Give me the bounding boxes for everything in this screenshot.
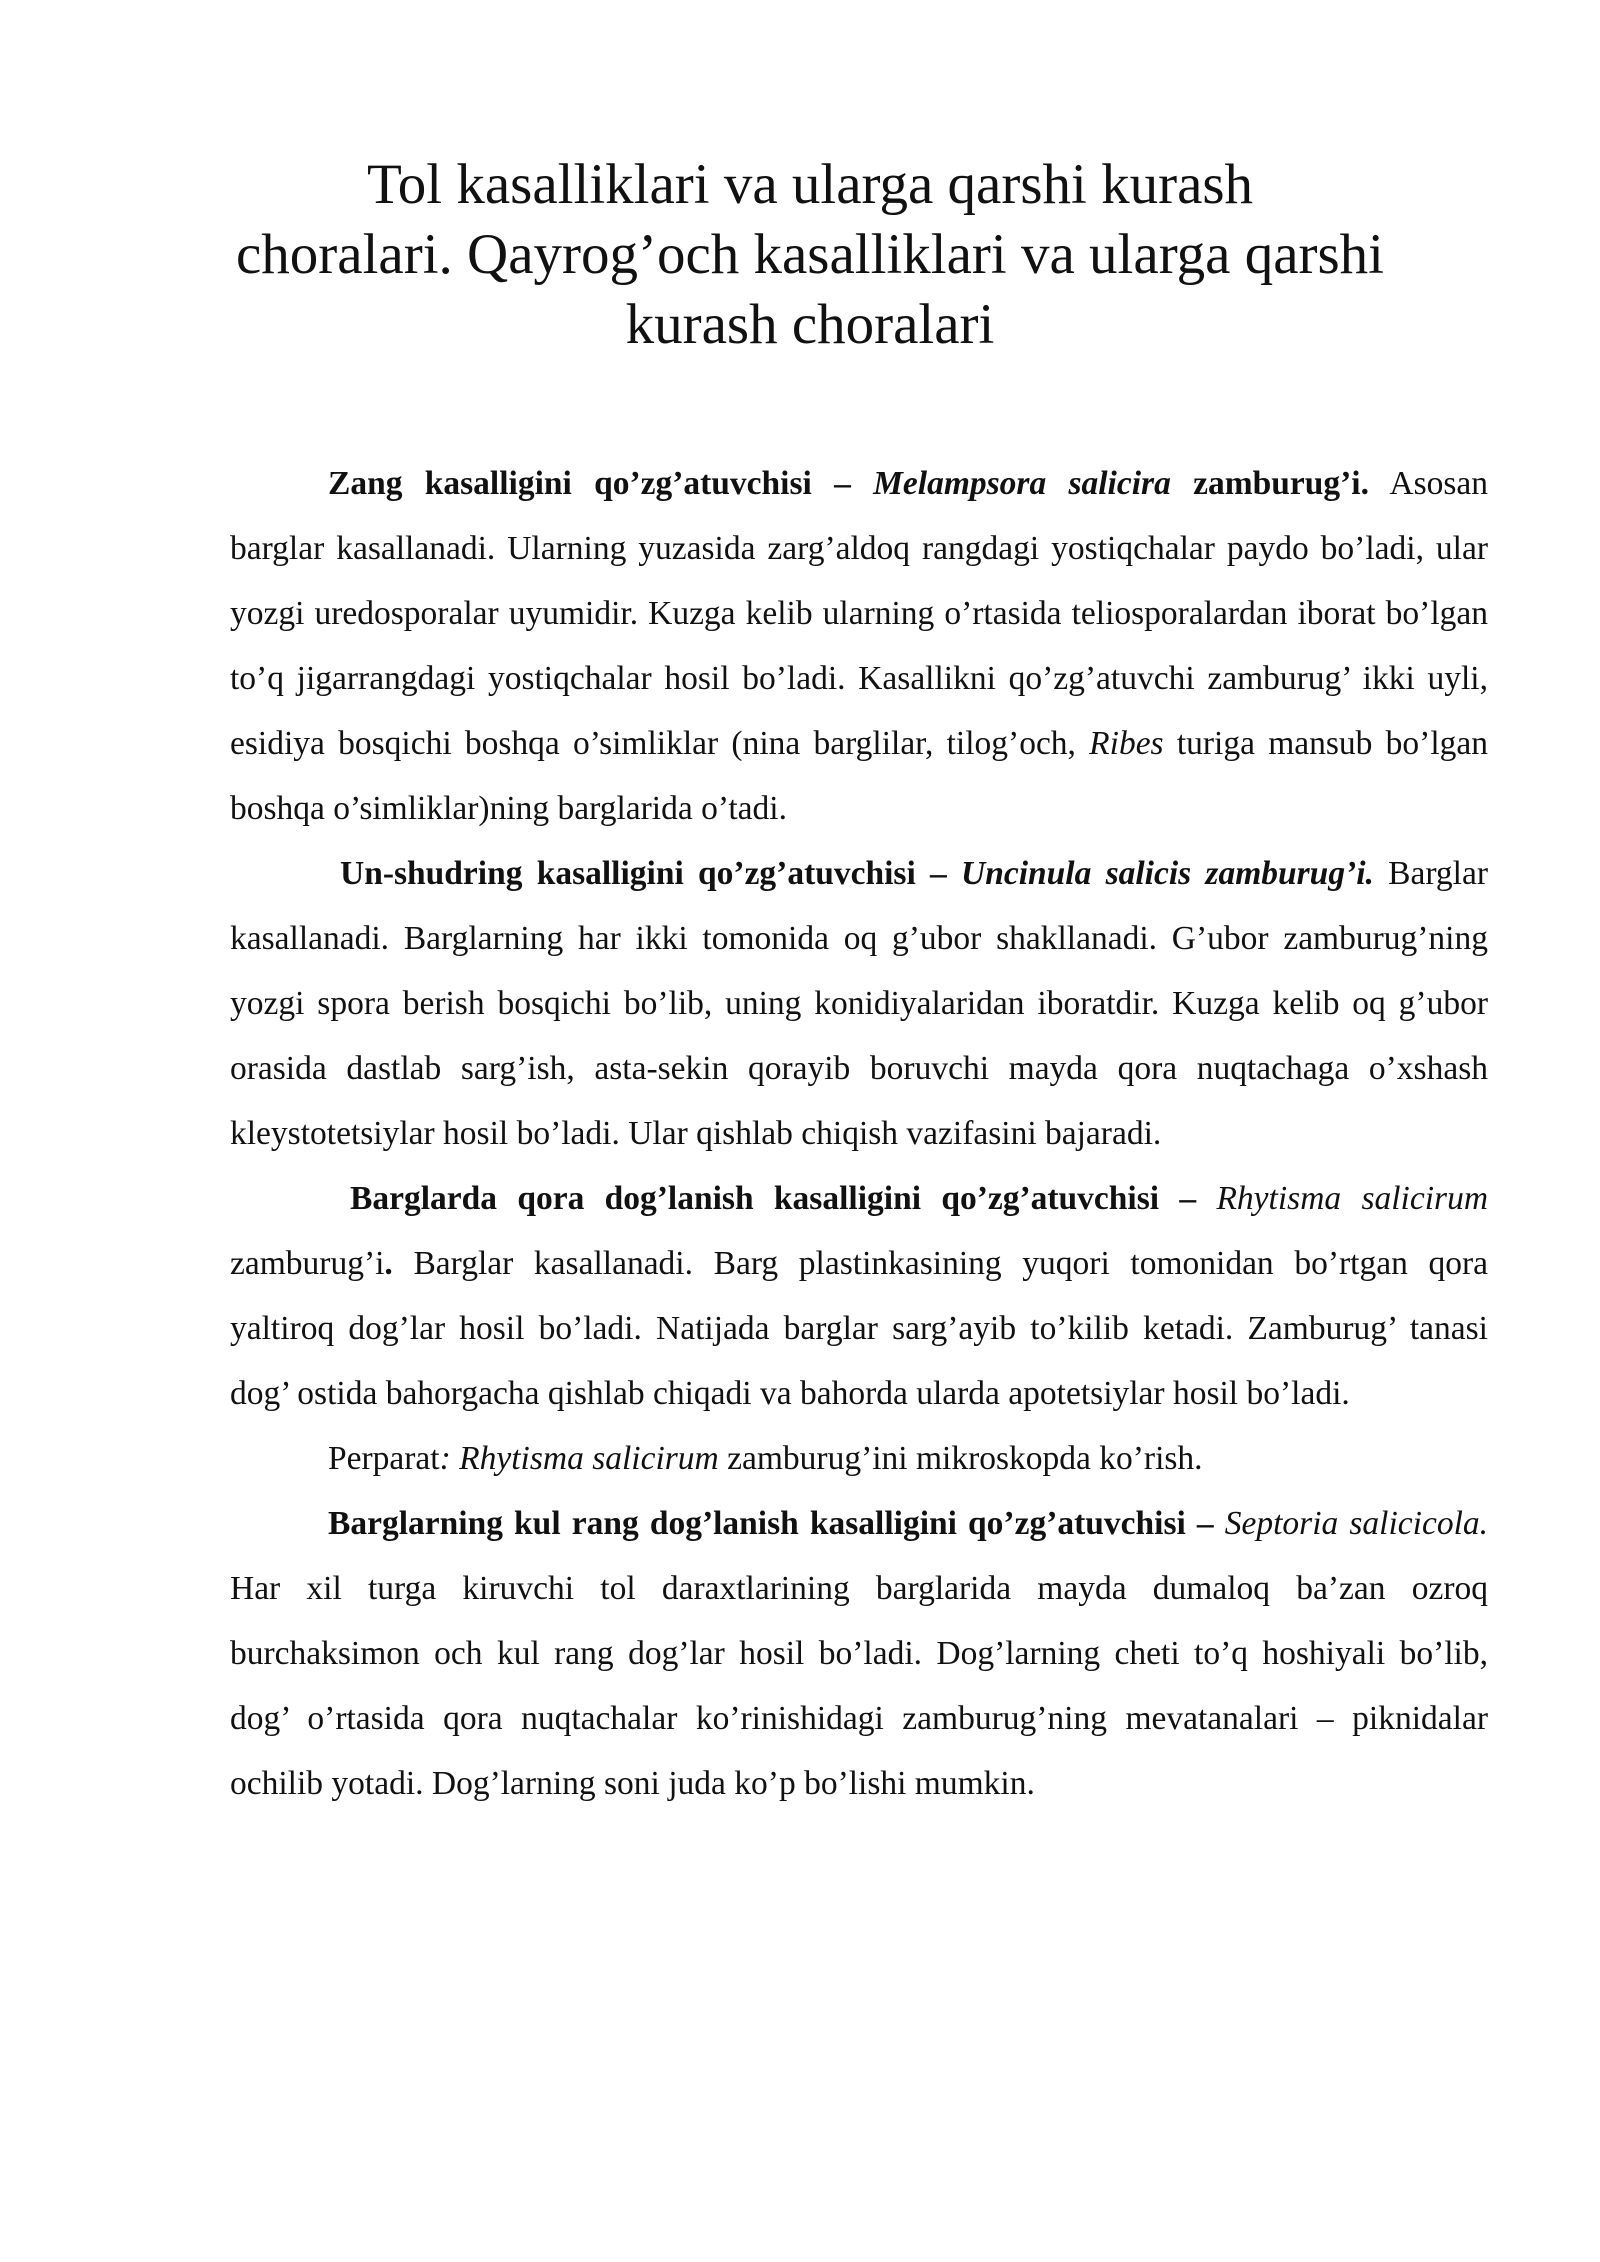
rust-heading-tail: zamburug’i. [1170,465,1369,502]
document-title [230,150,1390,360]
title-line-2: choralari. Qayrog’och kasalliklari va ularga qarshi [236,223,1384,286]
preparation-label: Perparat [328,1440,440,1477]
rust-text-b: turiga mansub bo’lgan boshqa o’simliklar)ning barglarida o’tadi. [230,725,1488,827]
paragraph-powdery-mildew [230,841,1488,1166]
black-spot-text-b: Barglar kasallanadi. Barg plastinkasining yuqori tomonidan bo’rtgan qora yaltiroq dog’lar hosil bo’ladi. Natijada barglar sarg’ayib to’kilib ketadi. Zamburug’ tanasi dog’ ostida bahorgacha qishlab chiqadi va bahorda ularda apotetsiylar hosil bo’ladi. [230,1245,1488,1412]
grey-spot-text: Har xil turga kiruvchi tol daraxtlarining barglarida mayda dumaloq ba’zan ozroq burchaksimon och kul rang dog’lar hosil bo’ladi. Dog’larning cheti to’q hoshiyali bo’lib, dog’ o’rtasida qora nuqtachalar ko’rinishidagi zamburug’ning mevatanalari – piknidalar ochilib yotadi. Dog’larning soni juda ko’p bo’lishi mumkin. [230,1570,1488,1802]
black-spot-period: . [384,1245,393,1282]
document-body [230,451,1488,1816]
rust-heading: Zang kasalligini qo’zg’atuvchisi – [328,465,851,502]
rust-species-name: Melampsora salicira [873,465,1171,502]
grey-spot-heading: Barglarning kul rang dog’lanish kasalligini qo’zg’atuvchisi – [328,1505,1214,1542]
paragraph-grey-spot [230,1491,1488,1816]
preparation-text: zamburug’ini mikroskopda ko’rish. [718,1440,1203,1477]
mildew-species-name: Uncinula salicis zamburug’i. [961,855,1374,892]
paragraph-rust-disease [230,451,1488,841]
black-spot-heading: Barglarda qora dog’lanish kasalligini qo’zg’atuvchisi – [350,1180,1197,1217]
preparation-species-name: Rhytisma salicirum [459,1440,719,1477]
title-line-3: kurash choralari [625,293,995,356]
ribes-genus-name: Ribes [1089,725,1164,762]
paragraph-preparation [230,1426,1488,1491]
mildew-heading: Un-shudring kasalligini qo’zg’atuvchisi – [340,855,947,892]
title-line-1: Tol kasalliklari va ularga qarshi kurash [366,153,1254,216]
mildew-text: Barglar kasallanadi. Barglarning har ikki tomonida oq g’ubor shakllanadi. G’ubor zamburug’ning yozgi spora berish bosqichi bo’lib, uning konidiyalaridan iboratdir. Kuzga kelib oq g’ubor orasida dastlab sarg’ish, asta-sekin qorayib boruvchi mayda qora nuqtachaga o’xshash kleystotetsiylar hosil bo’ladi. Ular qishlab chiqish vazifasini bajaradi. [230,855,1488,1152]
preparation-colon: : [439,1440,451,1477]
grey-spot-species-name: Septoria salicicola. [1224,1505,1488,1542]
black-spot-species-name: Rhytisma salicirum [1216,1180,1489,1217]
paragraph-black-spot [230,1166,1488,1426]
black-spot-text-a: zamburug’i [230,1245,385,1282]
rust-text-a: Asosan barglar kasallanadi. Ularning yuzasida zarg’aldoq rangdagi yostiqchalar paydo bo’ladi, ular yozgi uredosporalar uyumidir. Kuzga kelib ularning o’rtasida teliosporalardan iborat bo’lgan to’q jigarrangdagi yostiqchalar hosil bo’ladi. Kasallikni qo’zg’atuvchi zamburug’ ikki uyli, esidiya bosqichi boshqa o’simliklar (nina barglilar, tilog’och, [230,465,1489,762]
